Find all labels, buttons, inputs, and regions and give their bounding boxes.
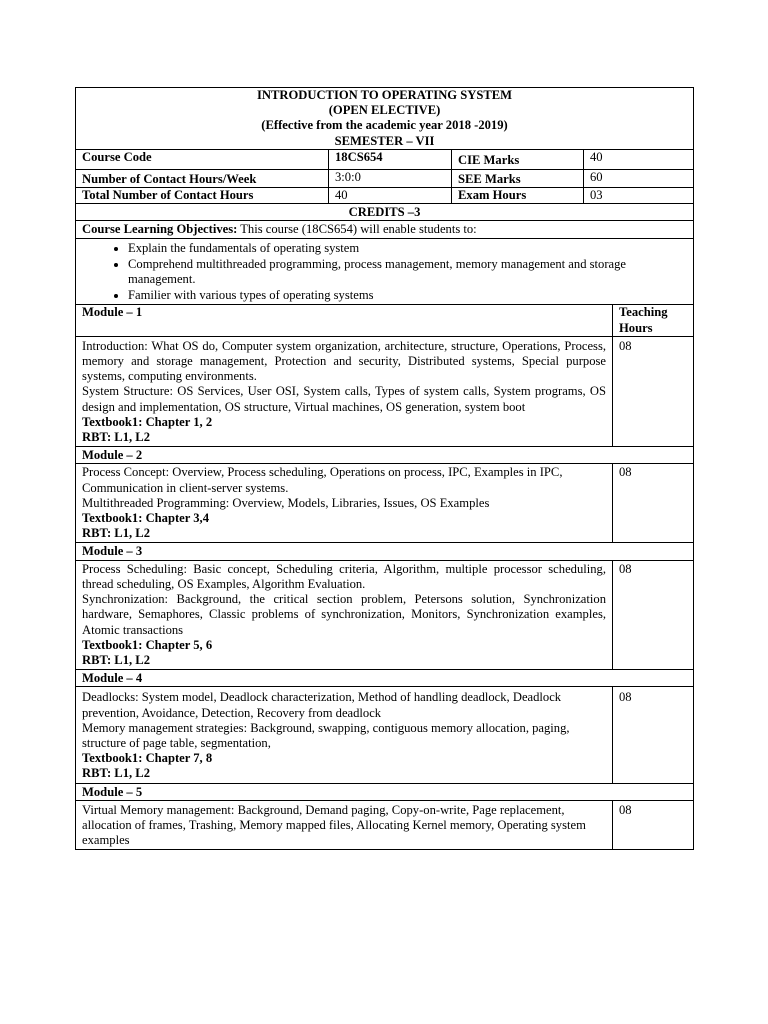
module-5-heading-row: [76, 783, 694, 800]
objective-item: • Comprehend multithreaded programming, process management, memory management and storage management.: [128, 257, 687, 287]
module-4-para-deadlocks: Deadlocks: System model, Deadlock characterization, Method of handling deadlock, Deadlock prevention, Avoidance, Detection, Recovery from deadlock: [82, 690, 562, 720]
objective-item: • Familier with various types of operating systems: [128, 288, 687, 303]
info-row-total-hours: [76, 188, 694, 204]
module-1-textbook: Textbook1: Chapter 1, 2: [82, 414, 213, 429]
contact-hours-value: 3:0:0: [329, 169, 452, 187]
module-4-heading-row: [76, 670, 694, 687]
module-3-content-row: [76, 560, 694, 669]
module-4-content: [76, 687, 613, 783]
course-title: INTRODUCTION TO OPERATING SYSTEM: [256, 88, 513, 102]
objectives-list: [82, 241, 687, 304]
module-1-para-structure: System Structure: OS Services, User OSI, System calls, Types of system calls, System programs, OS design and implementation, OS structure, Virtual machines, OS generation, system boot: [82, 384, 606, 414]
module-3-heading-row: [76, 543, 694, 560]
module-1-rbt: RBT: L1, L2: [82, 430, 150, 445]
objective-item: • Explain the fundamentals of operating system: [128, 241, 687, 256]
effective-year: (Effective from the academic year 2018 -2019): [261, 118, 508, 133]
course-code-label: Course Code: [76, 149, 329, 169]
module-4-content-row: [76, 687, 694, 783]
objectives-list-row: [76, 238, 694, 305]
exam-hours-value: 03: [584, 188, 694, 204]
module-3-content: [76, 560, 613, 669]
module-4-textbook: Textbook1: Chapter 7, 8: [82, 751, 213, 766]
info-row-course-code: [76, 149, 694, 169]
course-code-value: 18CS654: [329, 149, 452, 169]
exam-hours-label: Exam Hours: [452, 188, 584, 204]
module-3-label: Module – 3: [76, 543, 694, 560]
info-row-contact-hours: [76, 169, 694, 187]
module-3-para-scheduling: Process Scheduling: Basic concept, Scheduling criteria, Algorithm, multiple processor scheduling, thread scheduling, OS Examples, Algorithm Evaluation.: [82, 561, 606, 591]
module-5-para-virtual-memory: Virtual Memory management: Background, Demand paging, Copy-on-write, Page replacement, allocation of frames, Trashing, Memory mapped files, Allocating Kernel memory, Operating system examples: [82, 802, 586, 848]
objectives-heading-row: [76, 221, 694, 238]
module-5-content: [76, 800, 613, 850]
see-marks-label: SEE Marks: [452, 169, 584, 187]
module-1-content: [76, 336, 613, 446]
semester: SEMESTER – VII: [334, 133, 435, 148]
module-2-content-row: [76, 464, 694, 543]
module-3-para-sync: Synchronization: Background, the critical section problem, Petersons solution, Synchronization hardware, Semaphores, Classic problems of synchronization, Monitors, Synchronization examples, Atomic transactions: [82, 592, 606, 637]
module-1-para-intro: Introduction: What OS do, Computer system organization, architecture, structure, Operations, Process, memory and storage management, Protection and security, Distributed systems, Special purpose systems, computing environments.: [82, 338, 606, 384]
module-4-hours: 08: [613, 687, 694, 783]
total-hours-value: 40: [329, 188, 452, 204]
contact-hours-label: Number of Contact Hours/Week: [76, 169, 329, 187]
syllabus-page: [75, 87, 693, 850]
module-1-content-row: [76, 336, 694, 446]
credits: CREDITS –3: [76, 204, 694, 221]
module-2-heading-row: [76, 447, 694, 464]
objectives-label: Course Learning Objectives:: [82, 222, 238, 237]
module-4-label: Module – 4: [76, 670, 694, 687]
module-4-rbt: RBT: L1, L2: [82, 766, 150, 781]
cie-marks-value: 40: [584, 149, 694, 169]
module-2-rbt: RBT: L1, L2: [82, 526, 150, 541]
module-1-heading-row: [76, 305, 694, 336]
see-marks-value: 60: [584, 169, 694, 187]
syllabus-table: [75, 87, 694, 850]
teaching-hours-label: Teaching Hours: [613, 305, 694, 336]
module-1-label: Module – 1: [76, 305, 613, 336]
module-4-para-memory: Memory management strategies: Background, swapping, contiguous memory allocation, paging, structure of page table, segmentation,: [82, 720, 570, 750]
module-1-hours: 08: [613, 336, 694, 446]
module-2-para-process: Process Concept: Overview, Process scheduling, Operations on process, IPC, Examples in IPC, Communication in client-server systems.: [82, 465, 563, 495]
module-5-content-row: [76, 800, 694, 850]
module-2-label: Module – 2: [76, 447, 694, 464]
course-header: [76, 88, 694, 150]
total-hours-label: Total Number of Contact Hours: [76, 188, 329, 204]
credits-row: [76, 204, 694, 221]
module-2-textbook: Textbook1: Chapter 3,4: [82, 511, 210, 526]
module-3-textbook: Textbook1: Chapter 5, 6: [82, 637, 213, 652]
module-3-rbt: RBT: L1, L2: [82, 652, 150, 667]
cie-marks-label: CIE Marks: [452, 149, 584, 169]
module-2-hours: 08: [613, 464, 694, 543]
module-3-hours: 08: [613, 560, 694, 669]
module-2-para-threads: Multithreaded Programming: Overview, Models, Libraries, Issues, OS Examples: [82, 495, 490, 510]
module-5-label: Module – 5: [76, 783, 694, 800]
objectives-intro: This course (18CS654) will enable students to:: [237, 222, 477, 237]
module-5-hours: 08: [613, 800, 694, 850]
module-2-content: [76, 464, 613, 543]
course-subtitle: (OPEN ELECTIVE): [328, 103, 441, 118]
